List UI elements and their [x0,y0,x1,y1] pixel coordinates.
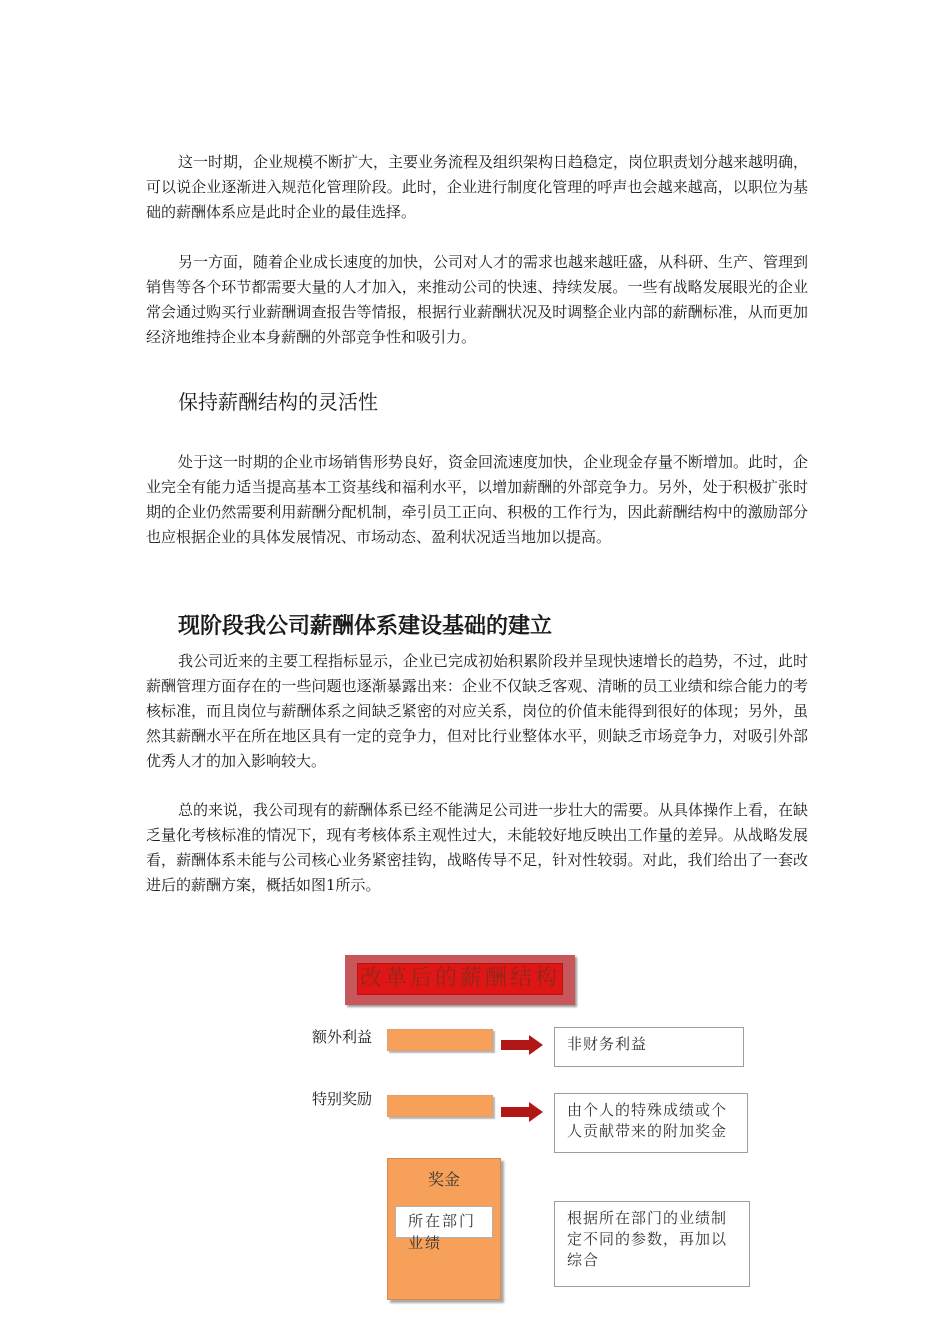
arrow-right-icon [501,1101,545,1123]
section-heading: 保持薪酬结构的灵活性 [178,390,378,414]
body-paragraph: 另一方面，随着企业成长速度的加快，公司对人才的需求也越来越旺盛，从科研、生产、管理到销售等各个环节都需要大量的人才加入，来推动公司的快速、持续发展。一些有战略发展眼光的企业常会通过购买行业薪酬调查报告等情报，根据行业薪酬状况及时调整企业内部的薪酬标准，从而更加经济地维持企业本身薪酬的外部竞争性和吸引力。 [146,253,809,346]
body-paragraph: 处于这一时期的企业市场销售形势良好，资金回流速度加快，企业现金存量不断增加。此时，企业完全有能力适当提高基本工资基线和福利水平，以增加薪酬的外部竞争力。另外，处于积极扩张时期的企业仍然需要利用薪酬分配机制，牵引员工正向、积极的工作行为，因此薪酬结构中的激励部分也应根据企业的具体发展情况、市场动态、盈利状况适当地加以提高。 [146,453,809,546]
diagram-title: 改革后的薪酬结构 [357,963,563,995]
arrow-right-icon [501,1034,545,1056]
special-reward-description: 由个人的特殊成绩或个人贡献带来的附加奖金 [554,1093,748,1153]
bonus-box [387,1158,501,1300]
body-paragraph: 我公司近来的主要工程指标显示，企业已完成初始积累阶段并呈现快速增长的趋势，不过，此时薪酬管理方面存在的一些问题也逐渐暴露出来：企业不仅缺乏客观、清晰的员工业绩和综合能力的考核标准，而且岗位与薪酬体系之间缺乏紧密的对应关系，岗位的价值未能得到很好的体现；另外，虽然其薪酬水平在所在地区具有一定的竞争力，但对比行业整体水平，则缺乏市场竞争力，对吸引外部优秀人才的加入影响较大。 [146,652,809,770]
department-performance-box: 所在部门业绩 [395,1206,493,1238]
section-heading: 现阶段我公司薪酬体系建设基础的建立 [178,614,553,639]
body-paragraph: 这一时期，企业规模不断扩大，主要业务流程及组织架构日趋稳定，岗位职责划分越来越明确，可以说企业逐渐进入规范化管理阶段。此时，企业进行制度化管理的呼声也会越来越高，以职位为基础的薪酬体系应是此时企业的最佳选择。 [146,153,809,221]
extra-benefits-description: 非财务利益 [554,1027,744,1067]
bonus-description: 根据所在部门的业绩制定不同的参数，再加以综合 [554,1201,750,1287]
special-reward-bar [387,1095,493,1117]
extra-benefits-label: 额外利益 [312,1028,373,1046]
special-reward-label: 特别奖励 [312,1090,373,1108]
bonus-title: 奖金 [427,1170,460,1189]
diagram-title-box [345,955,575,1005]
body-paragraph: 总的来说，我公司现有的薪酬体系已经不能满足公司进一步壮大的需要。从具体操作上看，在缺乏量化考核标准的情况下，现有考核体系主观性过大，未能较好地反映出工作量的差异。从战略发展看，薪酬体系未能与公司核心业务紧密挂钩，战略传导不足，针对性较弱。对此，我们给出了一套改进后的薪酬方案，概括如图1所示。 [146,801,809,894]
extra-benefits-bar [387,1029,493,1051]
